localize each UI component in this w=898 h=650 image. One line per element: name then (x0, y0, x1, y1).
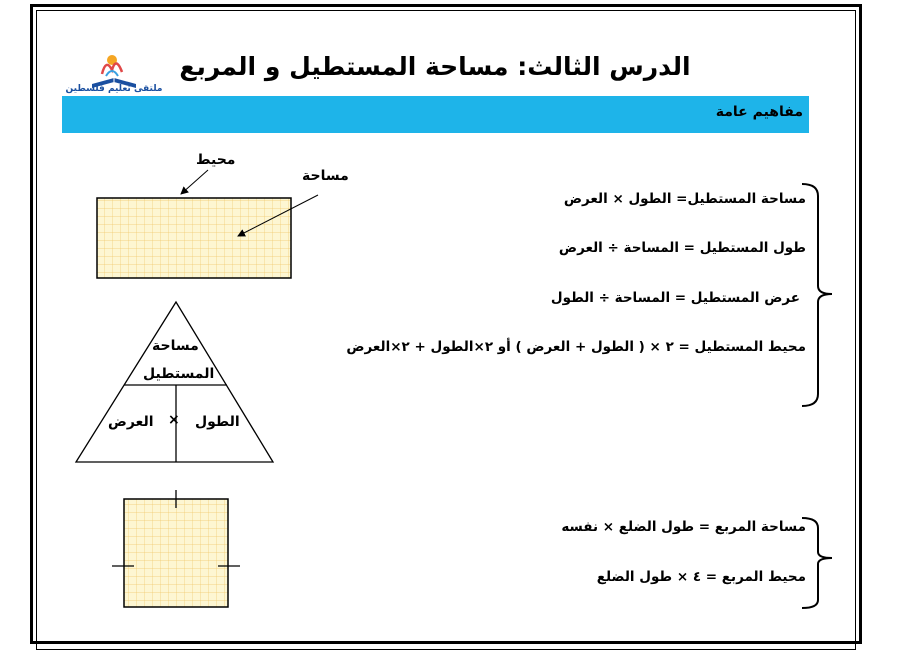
formula-rect-perimeter: محيط المستطيل = ٢ × ( الطول + العرض ) أو ٢×الطول + ٢×العرض (346, 339, 806, 355)
perimeter-arrow (181, 170, 208, 194)
formula-rect-area: مساحة المستطيل= الطول × العرض (563, 191, 806, 207)
area-label: مساحة (302, 168, 349, 184)
formula-rect-width: عرض المستطيل = المساحة ÷ الطول (550, 290, 800, 306)
formula-triangle (76, 302, 273, 462)
square-formulas-brace (802, 518, 832, 608)
logo-text: ملتقى تعليم فلسطين (65, 84, 163, 94)
triangle-times-symbol: × (168, 412, 180, 428)
triangle-label-length: الطول (195, 414, 240, 430)
rectangle-shape (97, 198, 291, 278)
perimeter-label: محيط (196, 152, 236, 168)
square-shape (124, 499, 228, 607)
rectangle-formulas-brace (802, 184, 832, 406)
triangle-label-rectangle: المستطيل (143, 366, 215, 382)
formula-rect-length: طول المستطيل = المساحة ÷ العرض (558, 240, 806, 256)
section-heading: مفاهيم عامة (715, 104, 803, 120)
page-title: الدرس الثالث: مساحة المستطيل و المربع (179, 52, 691, 81)
formula-square-perimeter: محيط المربع = ٤ × طول الضلع (596, 569, 806, 585)
triangle-label-area: مساحة (152, 338, 199, 354)
triangle-label-width: العرض (108, 414, 154, 430)
formula-square-area: مساحة المربع = طول الضلع × نفسه (561, 519, 806, 535)
